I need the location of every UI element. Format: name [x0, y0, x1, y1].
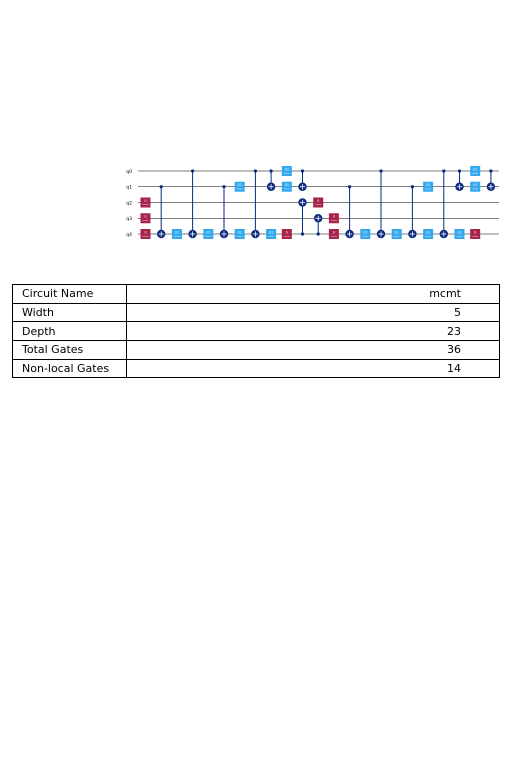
qubit-label: q3 — [126, 217, 132, 223]
table-row — [13, 322, 500, 341]
control-dot — [160, 185, 163, 188]
gate-label: U1 — [425, 230, 431, 235]
gate-label: U1 — [473, 183, 478, 188]
gate-label: U — [317, 198, 320, 203]
control-dot — [270, 169, 273, 172]
gate-label: U — [144, 230, 147, 235]
qubit-label: q0 — [126, 169, 132, 175]
control-dot — [301, 232, 304, 235]
control-dot — [301, 169, 304, 172]
control-dot — [442, 169, 445, 172]
gate-label: U1 — [237, 183, 242, 188]
control-dot — [348, 185, 351, 188]
qubit-label: q1 — [126, 185, 132, 191]
row-key: Total Gates — [13, 341, 127, 360]
control-dot — [489, 169, 492, 172]
qubit-label: q4 — [126, 232, 132, 238]
gate-label: U1 — [457, 230, 462, 235]
control-dot — [411, 185, 414, 188]
row-key: Circuit Name — [13, 285, 127, 304]
row-key: Non-local Gates — [13, 359, 127, 378]
control-dot — [191, 169, 194, 172]
table-row — [13, 303, 500, 322]
gate-label: U1 — [284, 167, 289, 172]
gate-label: U1 — [363, 230, 368, 235]
gate-label: U — [285, 230, 288, 235]
row-key: Depth — [13, 322, 127, 341]
row-key: Width — [13, 303, 127, 322]
row-value: mcmt — [127, 285, 500, 304]
gate-label: U — [144, 198, 147, 203]
gate-label: U — [332, 230, 336, 235]
control-dot — [222, 185, 225, 188]
table-row — [13, 341, 500, 360]
control-dot — [254, 169, 257, 172]
gate-label: U1 — [394, 230, 399, 235]
gate-label: U1 — [237, 230, 242, 235]
gate-label: U1 — [425, 183, 431, 188]
table-row — [13, 285, 500, 304]
gate-label: U — [332, 214, 336, 219]
gate-label: U1 — [473, 167, 478, 172]
row-value: 36 — [127, 341, 500, 360]
row-value: 5 — [127, 303, 500, 322]
gate-label: U1 — [268, 230, 274, 235]
control-dot — [379, 169, 382, 172]
gate-label: U1 — [284, 183, 289, 188]
circuit-info-table — [12, 284, 500, 378]
control-dot — [317, 232, 320, 235]
row-value: 23 — [127, 322, 500, 341]
control-dot — [458, 169, 461, 172]
table-row — [13, 359, 500, 378]
gate-label: U1 — [206, 230, 211, 235]
circuit-diagram — [0, 0, 512, 280]
gate-label: U1 — [174, 230, 180, 235]
gate-label: U — [474, 230, 477, 235]
gate-label: U — [144, 214, 147, 219]
qubit-label: q2 — [126, 201, 132, 207]
row-value: 14 — [127, 359, 500, 378]
